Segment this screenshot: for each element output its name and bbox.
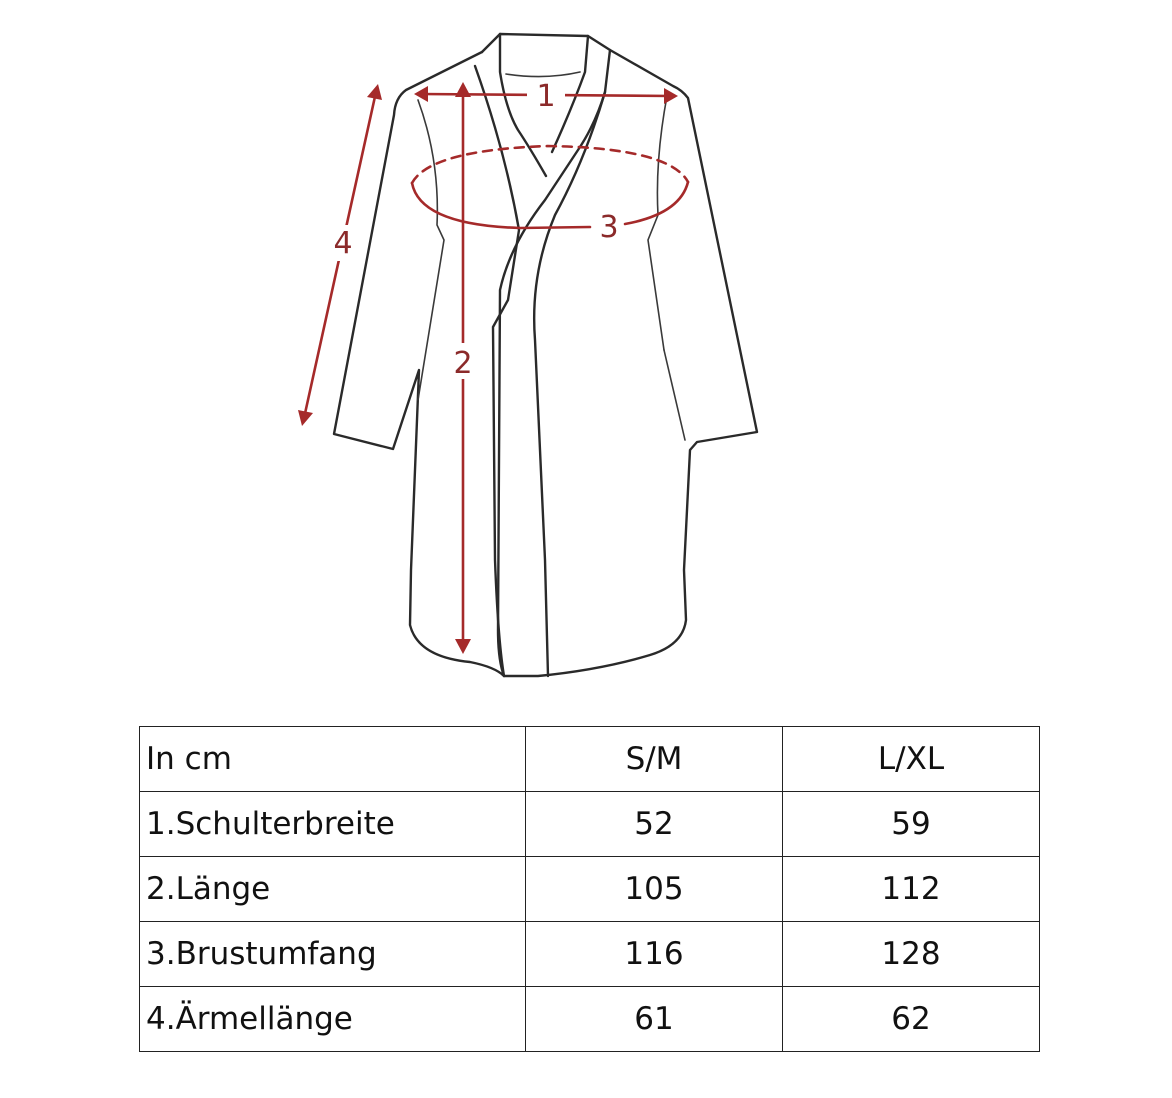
cell-value: 116 <box>526 922 783 987</box>
cell-value: 59 <box>783 792 1040 857</box>
table-row <box>140 922 1040 987</box>
row-label: 1.Schulterbreite <box>140 792 526 857</box>
measure-1-shoulder-width <box>414 78 678 114</box>
measure-3-label: 3 <box>599 210 619 245</box>
table-row <box>140 857 1040 922</box>
table-row <box>140 987 1040 1052</box>
measure-4-label: 4 <box>333 226 353 261</box>
row-label: 2.Länge <box>140 857 526 922</box>
cell-value: 128 <box>783 922 1040 987</box>
row-label: 3.Brustumfang <box>140 922 526 987</box>
cell-value: 62 <box>783 987 1040 1052</box>
measure-2-length <box>450 82 476 654</box>
cell-value: 112 <box>783 857 1040 922</box>
table-header-row <box>140 727 1040 792</box>
table-row <box>140 792 1040 857</box>
header-size-sm: S/M <box>526 727 783 792</box>
measure-2-label: 2 <box>453 346 473 381</box>
row-label: 4.Ärmellänge <box>140 987 526 1052</box>
cell-value: 52 <box>526 792 783 857</box>
cell-value: 61 <box>526 987 783 1052</box>
size-table <box>139 726 1040 1052</box>
measure-1-label: 1 <box>536 79 556 114</box>
cell-value: 105 <box>526 857 783 922</box>
robe-outline <box>334 34 757 676</box>
measure-4-sleeve <box>298 84 382 426</box>
header-unit: In cm <box>140 727 526 792</box>
header-size-lxl: L/XL <box>783 727 1040 792</box>
